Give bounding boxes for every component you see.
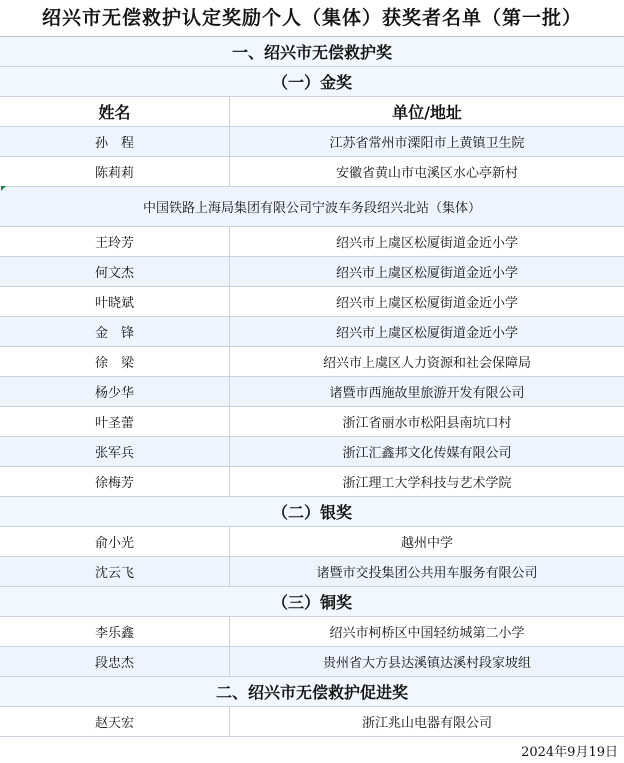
person-address: 绍兴市上虞区松厦街道金近小学 (335, 326, 518, 341)
person-name: 叶圣蕾 (0, 407, 230, 436)
person-name: 俞小光 (0, 527, 230, 556)
person-address: 越州中学 (400, 536, 453, 551)
person-address: 绍兴市柯桥区中国轻纺城第二小学 (329, 626, 525, 641)
column-header-name: 姓名 (0, 97, 230, 126)
section-label: （二）银奖 (271, 503, 352, 522)
person-address: 浙江理工大学科技与艺术学院 (342, 476, 512, 491)
person-name: 段忠杰 (0, 647, 230, 676)
person-address: 诸暨市交投集团公共用车服务有限公司 (316, 566, 538, 581)
table-row (0, 287, 624, 317)
person-name: 杨少华 (0, 377, 230, 406)
table-row (0, 647, 624, 677)
person-name: 孙 程 (0, 127, 230, 156)
person-address: 贵州省大方县达溪镇达溪村段家坡组 (322, 656, 531, 671)
section-label: （三）铜奖 (271, 593, 352, 612)
person-name: 金 锋 (0, 317, 230, 346)
person-name: 陈莉莉 (0, 157, 230, 186)
person-name: 王玲芳 (0, 227, 230, 256)
table-row (0, 437, 624, 467)
person-address: 浙江汇鑫邦文化传媒有限公司 (342, 446, 512, 461)
table-row (0, 377, 624, 407)
category-row (0, 37, 624, 67)
table-row (0, 527, 624, 557)
table-row (0, 407, 624, 437)
column-header-row (0, 97, 624, 127)
section-row (0, 587, 624, 617)
group-name: 中国铁路上海局集团有限公司宁波车务段绍兴北站（集体） (142, 201, 481, 216)
section-row (0, 497, 624, 527)
person-address: 绍兴市上虞区松厦街道金近小学 (335, 296, 518, 311)
page-title: 绍兴市无偿救护认定奖励个人（集体）获奖者名单（第一批） (0, 0, 624, 37)
person-address: 绍兴市上虞区松厦街道金近小学 (335, 236, 518, 251)
person-address: 江苏省常州市溧阳市上黄镇卫生院 (329, 136, 525, 151)
category-row (0, 677, 624, 707)
person-address: 诸暨市西施故里旅游开发有限公司 (329, 386, 525, 401)
table-row (0, 257, 624, 287)
category-label: 二、绍兴市无偿救护促进奖 (215, 683, 408, 702)
table-row (0, 467, 624, 497)
cell-corner-marker (1, 186, 6, 191)
person-name: 徐 梁 (0, 347, 230, 376)
table-row (0, 617, 624, 647)
person-address: 浙江省丽水市松阳县南坑口村 (342, 416, 512, 431)
person-name: 张军兵 (0, 437, 230, 466)
group-row (0, 187, 624, 227)
person-name: 何文杰 (0, 257, 230, 286)
person-address: 绍兴市上虞区松厦街道金近小学 (335, 266, 518, 281)
section-label: （一）金奖 (271, 73, 352, 92)
person-name: 徐梅芳 (0, 467, 230, 496)
person-name: 叶晓斌 (0, 287, 230, 316)
table-row (0, 557, 624, 587)
person-address: 浙江兆山电器有限公司 (361, 716, 492, 731)
table-row (0, 347, 624, 377)
person-address: 安徽省黄山市屯溪区水心亭新村 (335, 166, 518, 181)
table-row (0, 157, 624, 187)
person-name: 沈云飞 (0, 557, 230, 586)
table-row (0, 317, 624, 347)
section-row (0, 67, 624, 97)
date-row (0, 737, 624, 763)
category-label: 一、绍兴市无偿救护奖 (231, 43, 392, 62)
person-name: 李乐鑫 (0, 617, 230, 646)
column-header-address: 单位/地址 (392, 103, 462, 122)
issue-date: 2024年9月19日 (521, 744, 618, 760)
person-address: 绍兴市上虞区人力资源和社会保障局 (322, 356, 531, 371)
table-row (0, 227, 624, 257)
person-name: 赵天宏 (0, 707, 230, 736)
table-row (0, 707, 624, 737)
table-row (0, 127, 624, 157)
